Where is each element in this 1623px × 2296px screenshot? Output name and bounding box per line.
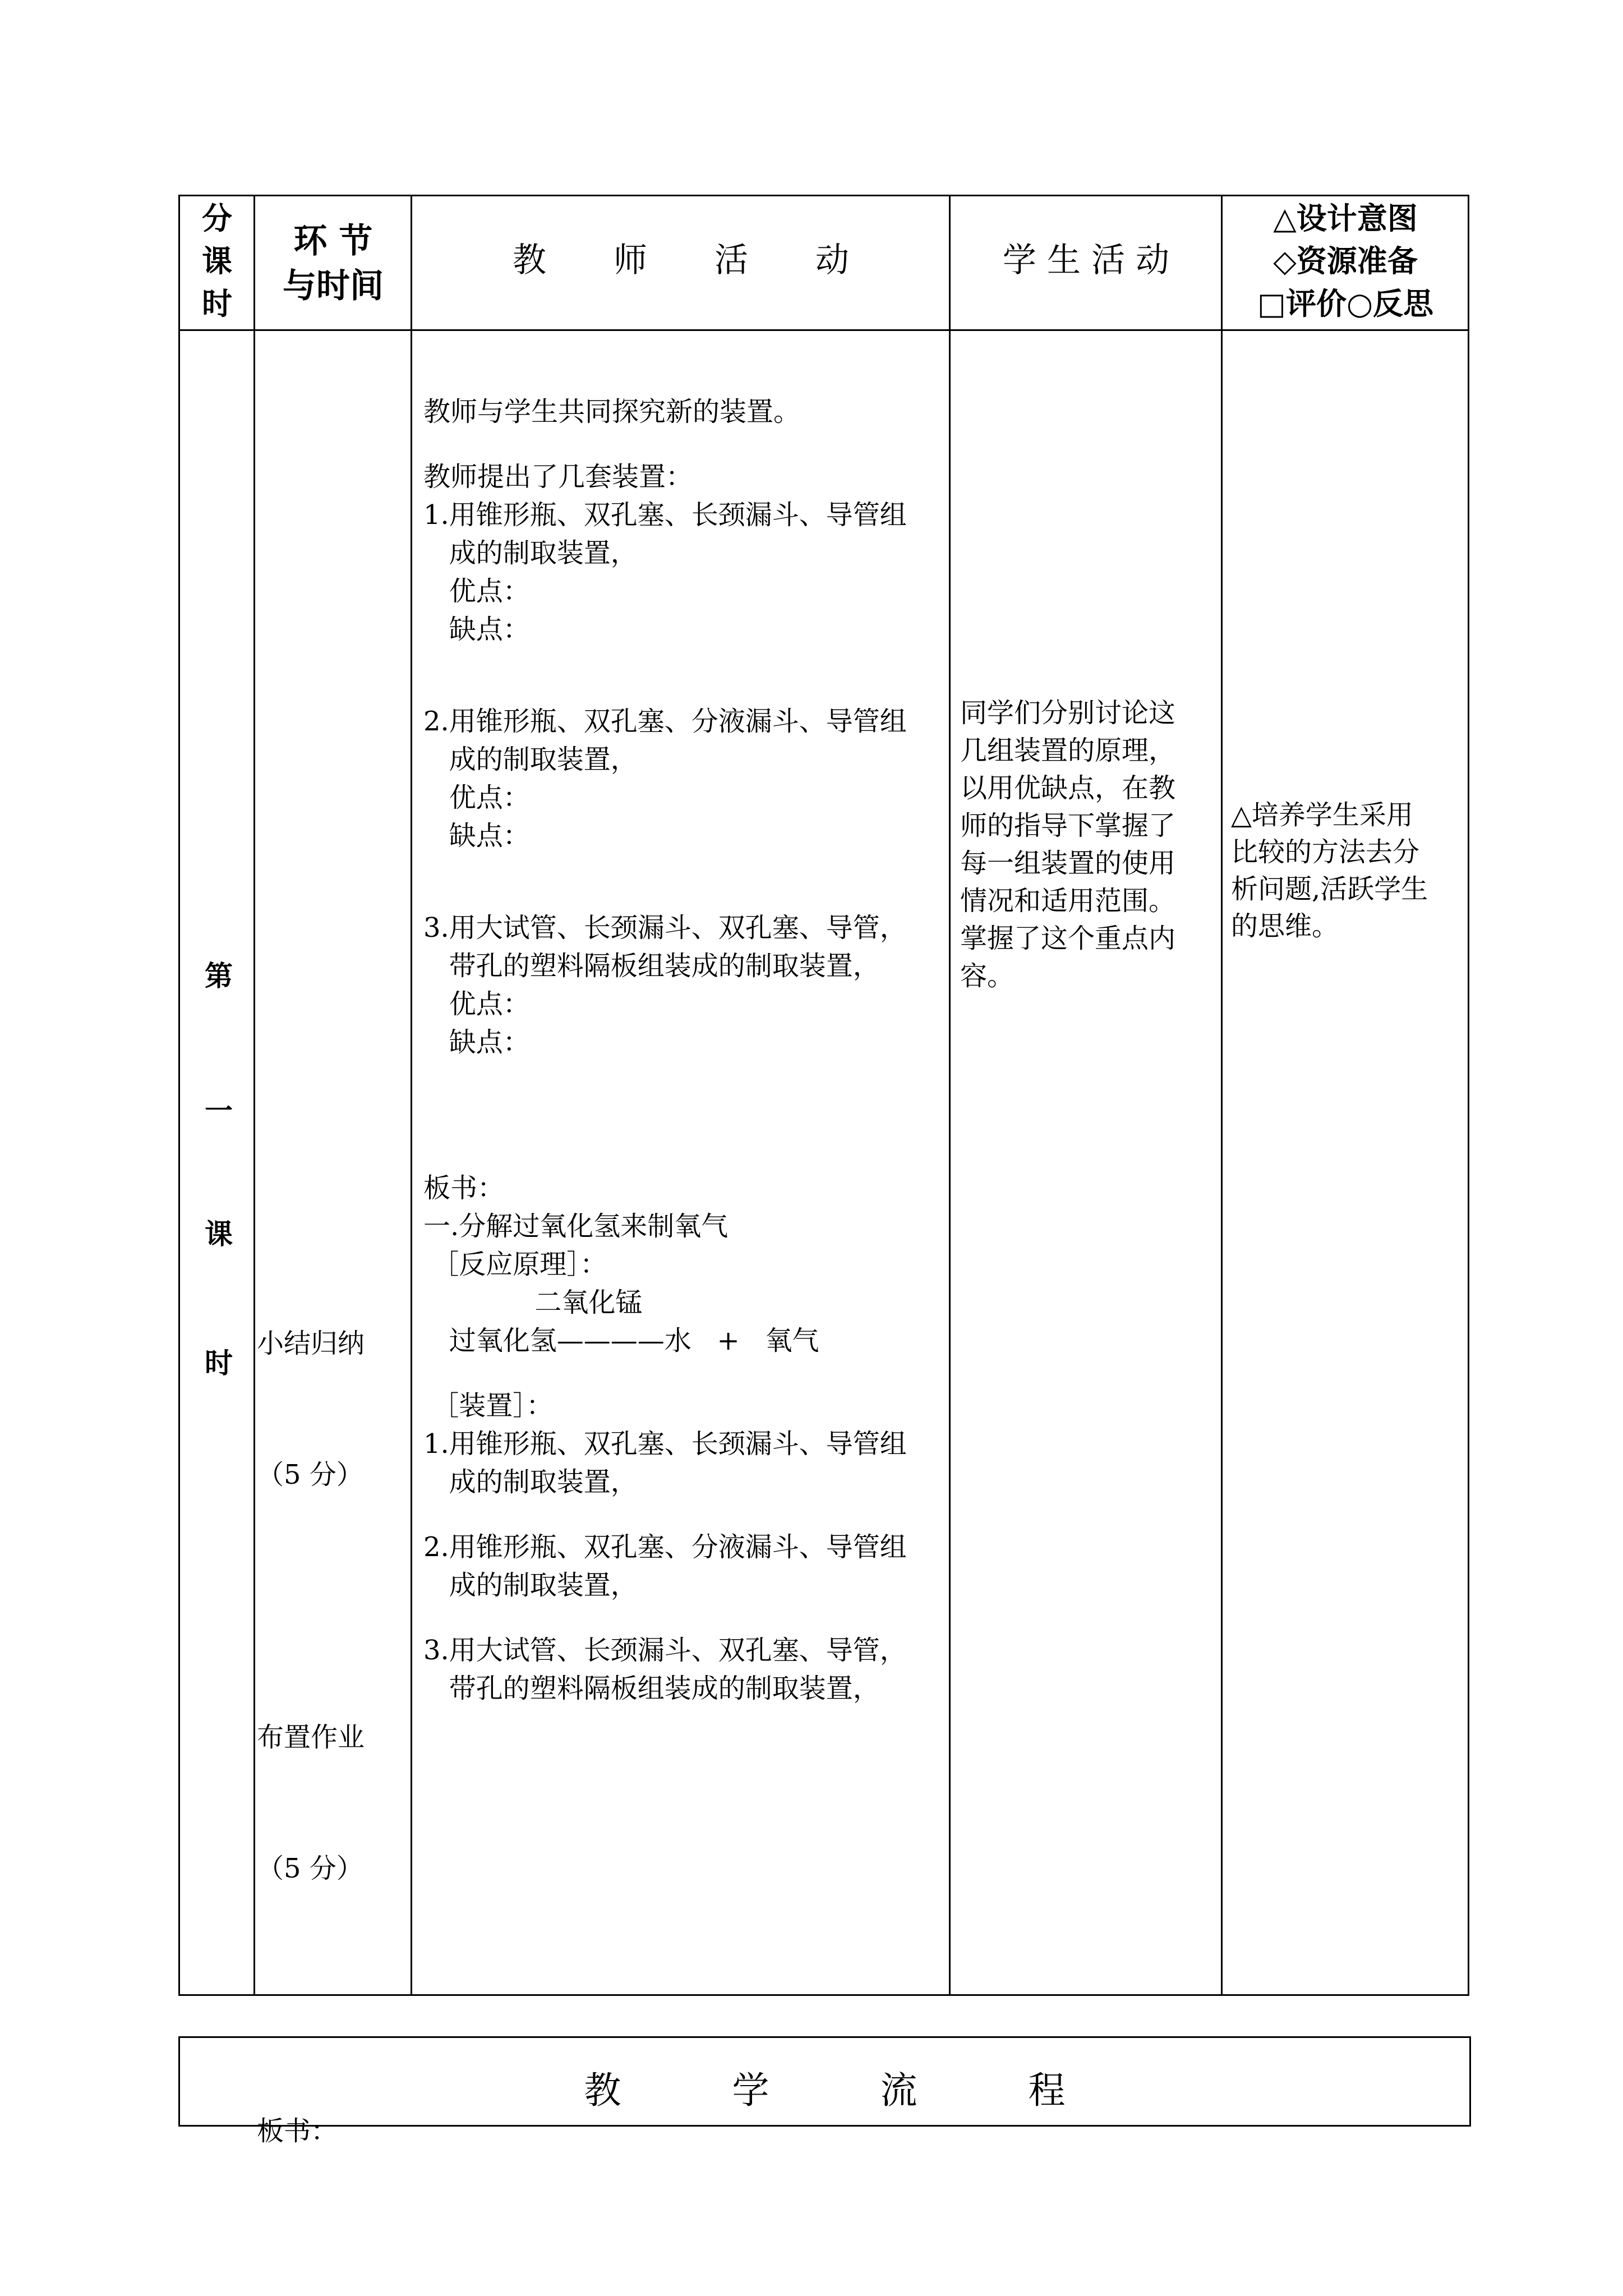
teacher-line	[423, 675, 945, 702]
teacher-line: 优点：	[423, 988, 530, 1020]
teacher-line: 成的制取装置，	[423, 744, 638, 775]
student-line: 几组装置的原理，	[960, 735, 1176, 766]
student-line: 以用优缺点，在教	[960, 772, 1176, 804]
teacher-line	[423, 1501, 945, 1528]
col-divider-4	[1221, 195, 1223, 1996]
table-top-border	[178, 195, 1469, 196]
teacher-line: ［装置］：	[423, 1390, 554, 1421]
student-line: 同学们分别讨论这	[960, 697, 1176, 729]
teacher-line: 成的制取装置，	[423, 537, 638, 569]
header-col2-line: 与时间	[283, 266, 384, 306]
stage-line	[257, 1584, 365, 1628]
teacher-line	[423, 882, 945, 909]
header-teacher-activity: 教 师 活 动	[513, 241, 849, 280]
teacher-line	[423, 431, 945, 458]
table-right-border	[1468, 195, 1469, 1996]
teacher-line: 带孔的塑料隔板组装成的制取装置，	[423, 1673, 880, 1704]
teacher-line	[423, 1115, 945, 1142]
table-bottom-border	[178, 1994, 1469, 1996]
lesson-char: 第	[205, 960, 233, 992]
teacher-line	[423, 855, 945, 882]
stage-line: （5 分）	[257, 1853, 363, 1884]
teacher-line: ［反应原理］：	[423, 1249, 607, 1280]
lesson-char: 时	[205, 1347, 233, 1379]
teacher-line	[423, 1061, 945, 1088]
teacher-line: 缺点：	[423, 614, 530, 645]
teacher-line: 2.用锥形瓶、双孔塞、分液漏斗、导管组	[423, 706, 907, 737]
design-line: 的思维。	[1231, 910, 1339, 942]
student-line: 每一组装置的使用	[960, 848, 1176, 879]
header-col1-line: 时	[202, 286, 232, 321]
teacher-line	[423, 1360, 945, 1387]
teacher-line: 一.分解过氧化氢来制氧气	[423, 1211, 728, 1242]
teacher-line: 1.用锥形瓶、双孔塞、长颈漏斗、导管组	[423, 499, 907, 531]
col-divider-3	[949, 195, 951, 1996]
header-col2-line: 环 节	[293, 222, 373, 261]
teacher-line: 带孔的塑料隔板组装成的制取装置，	[423, 950, 880, 982]
teacher-line	[423, 1142, 945, 1169]
teacher-line: 教师提出了几套装置：	[423, 461, 693, 493]
teacher-line: 成的制取装置，	[423, 1466, 638, 1498]
student-line: 情况和适用范围。	[960, 885, 1176, 917]
header-design-notes	[1223, 197, 1468, 325]
header-student-activity: 学 生 活 动	[1002, 241, 1170, 280]
design-line: 析问题,活跃学生	[1231, 873, 1428, 905]
design-line: △培养学生采用	[1231, 799, 1413, 831]
teaching-flow-box	[178, 2036, 1471, 2127]
teacher-line: 教师与学生共同探究新的装置。	[423, 396, 801, 427]
lesson-char: 一	[205, 1094, 233, 1127]
col-divider-2	[411, 195, 412, 1996]
teacher-line: 二氧化锰	[423, 1287, 643, 1318]
table-header-divider	[178, 329, 1469, 331]
stage-line: （5 分）	[257, 1459, 363, 1490]
teacher-line: 优点：	[423, 576, 530, 607]
header-col2	[256, 219, 411, 309]
stage-line: 布置作业	[257, 1722, 365, 1753]
header-design-line: ◇资源准备	[1273, 243, 1418, 279]
teacher-line	[423, 1088, 945, 1115]
design-line: 比较的方法去分	[1231, 836, 1420, 868]
stage-line: 板书：	[257, 2115, 338, 2147]
stage-line: 小结归纳	[257, 1328, 365, 1359]
teacher-line	[423, 648, 945, 675]
student-activity-content	[960, 694, 1218, 995]
teacher-line	[423, 1604, 945, 1631]
design-notes-content	[1231, 797, 1467, 945]
table-left-border	[178, 195, 180, 1996]
teacher-line: 优点：	[423, 782, 530, 813]
header-col1-line: 课	[202, 243, 232, 279]
teacher-line: 成的制取装置，	[423, 1570, 638, 1601]
teacher-line: 过氧化氢————水 + 氧气	[423, 1325, 819, 1356]
teacher-line: 3.用大试管、长颈漏斗、双孔塞、导管，	[423, 1635, 907, 1666]
lesson-char: 课	[205, 1218, 233, 1250]
header-design-line: △设计意图	[1273, 201, 1418, 236]
teacher-activity-content	[423, 393, 945, 1708]
stage-line	[257, 1978, 365, 2022]
student-line: 容。	[960, 960, 1015, 992]
header-col1	[181, 197, 253, 325]
col-divider-1	[253, 195, 255, 1996]
header-design-line: □评价○反思	[1257, 286, 1434, 321]
teacher-line: 2.用锥形瓶、双孔塞、分液漏斗、导管组	[423, 1531, 907, 1563]
teacher-line: 缺点：	[423, 820, 530, 852]
teacher-line: 3.用大试管、长颈漏斗、双孔塞、导管，	[423, 912, 907, 944]
teacher-line: 缺点：	[423, 1027, 530, 1058]
teacher-line: 板书：	[423, 1172, 505, 1204]
teaching-flow-title: 教 学 流 程	[584, 2069, 1066, 2112]
header-col1-line: 分	[202, 201, 232, 236]
student-line: 掌握了这个重点内	[960, 923, 1176, 954]
student-line: 师的指导下掌握了	[960, 810, 1176, 841]
teacher-line: 1.用锥形瓶、双孔塞、长颈漏斗、导管组	[423, 1428, 907, 1460]
